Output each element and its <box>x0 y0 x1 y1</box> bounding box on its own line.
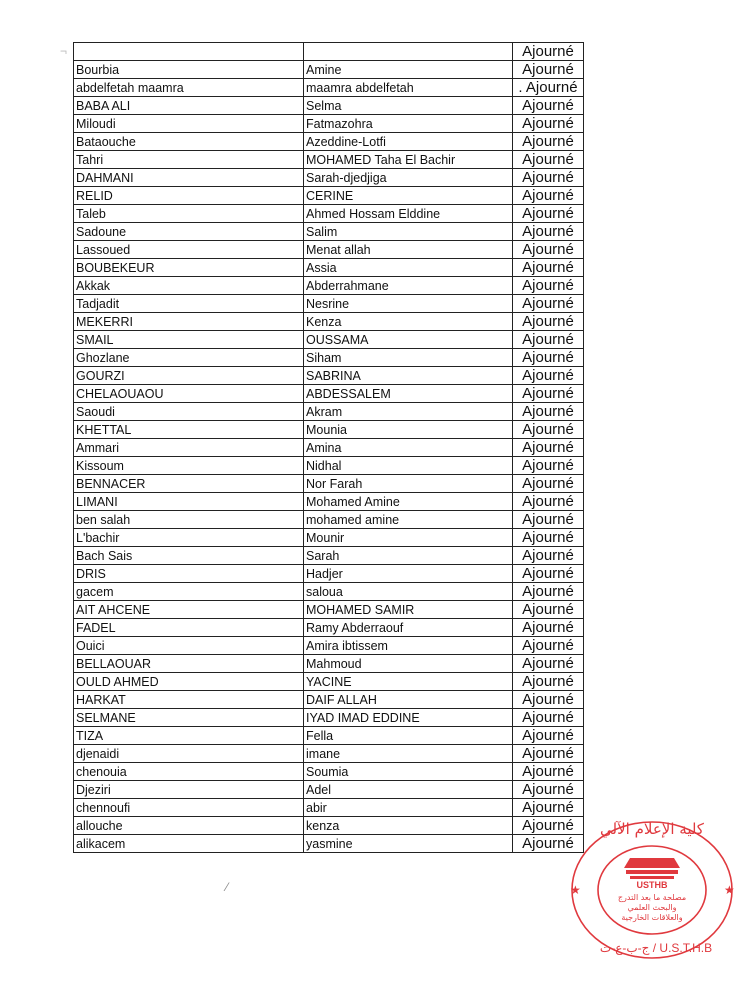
table-row <box>74 259 584 277</box>
last-name-cell: Ghozlane <box>74 349 304 367</box>
last-name-cell: TIZA <box>74 727 304 745</box>
table-row <box>74 79 584 97</box>
table-row <box>74 313 584 331</box>
decision-cell: Ajourné <box>513 691 584 709</box>
last-name-cell: BABA ALI <box>74 97 304 115</box>
decision-cell: Ajourné <box>513 547 584 565</box>
last-name-cell: abdelfetah maamra <box>74 79 304 97</box>
last-name-cell: Bataouche <box>74 133 304 151</box>
first-name-cell: Nor Farah <box>304 475 513 493</box>
first-name-cell <box>304 43 513 61</box>
decision-cell: Ajourné <box>513 205 584 223</box>
last-name-cell: Tadjadit <box>74 295 304 313</box>
table-row <box>74 835 584 853</box>
table-row <box>74 817 584 835</box>
last-name-cell: SMAIL <box>74 331 304 349</box>
last-name-cell: Sadoune <box>74 223 304 241</box>
first-name-cell: YACINE <box>304 673 513 691</box>
decision-cell: Ajourné <box>513 565 584 583</box>
table-row <box>74 781 584 799</box>
table-row <box>74 709 584 727</box>
last-name-cell: DRIS <box>74 565 304 583</box>
decision-cell: Ajourné <box>513 151 584 169</box>
table-row <box>74 133 584 151</box>
last-name-cell: RELID <box>74 187 304 205</box>
building-emblem-icon <box>624 858 680 868</box>
results-table <box>73 42 584 853</box>
star-icon: ★ <box>570 883 581 897</box>
table-row <box>74 151 584 169</box>
first-name-cell: Sarah <box>304 547 513 565</box>
table-row <box>74 457 584 475</box>
first-name-cell: Akram <box>304 403 513 421</box>
first-name-cell: Azeddine-Lotfi <box>304 133 513 151</box>
decision-cell: Ajourné <box>513 331 584 349</box>
table-row <box>74 61 584 79</box>
first-name-cell: OUSSAMA <box>304 331 513 349</box>
last-name-cell: Lassoued <box>74 241 304 259</box>
decision-cell: Ajourné <box>513 241 584 259</box>
last-name-cell: DAHMANI <box>74 169 304 187</box>
first-name-cell: Siham <box>304 349 513 367</box>
last-name-cell: BENNACER <box>74 475 304 493</box>
stamp-arabic-top: كلية الإعلام الآلي <box>600 820 704 838</box>
decision-cell: Ajourné <box>513 169 584 187</box>
last-name-cell: LIMANI <box>74 493 304 511</box>
last-name-cell: KHETTAL <box>74 421 304 439</box>
decision-cell: Ajourné <box>513 313 584 331</box>
first-name-cell: CERINE <box>304 187 513 205</box>
results-sheet <box>73 42 584 853</box>
last-name-cell <box>74 43 304 61</box>
last-name-cell: AIT AHCENE <box>74 601 304 619</box>
table-row <box>74 349 584 367</box>
table-row <box>74 655 584 673</box>
decision-cell: Ajourné <box>513 817 584 835</box>
table-row <box>74 97 584 115</box>
last-name-cell: Bach Sais <box>74 547 304 565</box>
first-name-cell: Fella <box>304 727 513 745</box>
table-row <box>74 331 584 349</box>
last-name-cell: BOUBEKEUR <box>74 259 304 277</box>
first-name-cell: Ahmed Hossam Elddine <box>304 205 513 223</box>
results-table-body <box>74 43 584 853</box>
last-name-cell: Miloudi <box>74 115 304 133</box>
decision-cell: Ajourné <box>513 763 584 781</box>
table-row <box>74 691 584 709</box>
table-row <box>74 43 584 61</box>
first-name-cell: Soumia <box>304 763 513 781</box>
table-row <box>74 745 584 763</box>
last-name-cell: L'bachir <box>74 529 304 547</box>
table-row <box>74 187 584 205</box>
decision-cell: Ajourné <box>513 61 584 79</box>
decision-cell: Ajourné <box>513 295 584 313</box>
stamp-center-code: USTHB <box>636 880 668 890</box>
first-name-cell: Mohamed Amine <box>304 493 513 511</box>
first-name-cell: Amina <box>304 439 513 457</box>
first-name-cell: kenza <box>304 817 513 835</box>
decision-cell: Ajourné <box>513 223 584 241</box>
table-row <box>74 295 584 313</box>
last-name-cell: ben salah <box>74 511 304 529</box>
first-name-cell: Salim <box>304 223 513 241</box>
scan-mark: ⁄ <box>226 880 229 894</box>
last-name-cell: FADEL <box>74 619 304 637</box>
official-stamp <box>560 812 740 962</box>
decision-cell: Ajourné <box>513 781 584 799</box>
decision-cell: Ajourné <box>513 277 584 295</box>
table-row <box>74 601 584 619</box>
stamp-bottom-text: ج-ب-ع-ت / U.S.T.H.B <box>599 941 713 955</box>
decision-cell: Ajourné <box>513 457 584 475</box>
first-name-cell: Amira ibtissem <box>304 637 513 655</box>
decision-cell: Ajourné <box>513 367 584 385</box>
first-name-cell: abir <box>304 799 513 817</box>
decision-cell: Ajourné <box>513 673 584 691</box>
decision-cell: Ajourné <box>513 799 584 817</box>
table-row <box>74 223 584 241</box>
table-row <box>74 385 584 403</box>
table-row <box>74 673 584 691</box>
first-name-cell: ABDESSALEM <box>304 385 513 403</box>
decision-cell: Ajourné <box>513 835 584 853</box>
decision-cell: Ajourné <box>513 133 584 151</box>
table-row <box>74 277 584 295</box>
last-name-cell: Ammari <box>74 439 304 457</box>
table-row <box>74 799 584 817</box>
table-row <box>74 637 584 655</box>
table-row <box>74 565 584 583</box>
first-name-cell: MOHAMED Taha El Bachir <box>304 151 513 169</box>
first-name-cell: Nesrine <box>304 295 513 313</box>
decision-cell: Ajourné <box>513 493 584 511</box>
decision-cell: Ajourné <box>513 43 584 61</box>
first-name-cell: IYAD IMAD EDDINE <box>304 709 513 727</box>
table-row <box>74 511 584 529</box>
last-name-cell: djenaidi <box>74 745 304 763</box>
decision-cell: Ajourné <box>513 421 584 439</box>
table-row <box>74 493 584 511</box>
first-name-cell: SABRINA <box>304 367 513 385</box>
table-row <box>74 619 584 637</box>
table-row <box>74 529 584 547</box>
last-name-cell: GOURZI <box>74 367 304 385</box>
stamp-arabic-line-3: والعلاقات الخارجية <box>621 913 683 922</box>
last-name-cell: MEKERRI <box>74 313 304 331</box>
decision-cell: Ajourné <box>513 727 584 745</box>
table-row <box>74 475 584 493</box>
decision-cell: Ajourné <box>513 349 584 367</box>
last-name-cell: gacem <box>74 583 304 601</box>
first-name-cell: Hadjer <box>304 565 513 583</box>
decision-cell: Ajourné <box>513 187 584 205</box>
last-name-cell: allouche <box>74 817 304 835</box>
first-name-cell: Selma <box>304 97 513 115</box>
table-row <box>74 439 584 457</box>
last-name-cell: HARKAT <box>74 691 304 709</box>
decision-cell: Ajourné <box>513 709 584 727</box>
first-name-cell: Kenza <box>304 313 513 331</box>
decision-cell: Ajourné <box>513 385 584 403</box>
decision-cell: Ajourné <box>513 439 584 457</box>
first-name-cell: saloua <box>304 583 513 601</box>
table-row <box>74 115 584 133</box>
first-name-cell: Mounia <box>304 421 513 439</box>
table-row <box>74 421 584 439</box>
first-name-cell: Adel <box>304 781 513 799</box>
first-name-cell: imane <box>304 745 513 763</box>
last-name-cell: Saoudi <box>74 403 304 421</box>
last-name-cell: chennoufi <box>74 799 304 817</box>
last-name-cell: Bourbia <box>74 61 304 79</box>
last-name-cell: Ouici <box>74 637 304 655</box>
decision-cell: Ajourné <box>513 583 584 601</box>
last-name-cell: OULD AHMED <box>74 673 304 691</box>
first-name-cell: Amine <box>304 61 513 79</box>
first-name-cell: Assia <box>304 259 513 277</box>
stamp-arabic-line-1: مصلحة ما بعد التدرج <box>617 893 687 902</box>
decision-cell: Ajourné <box>513 97 584 115</box>
table-row <box>74 583 584 601</box>
decision-cell: Ajourné <box>513 511 584 529</box>
decision-cell: Ajourné <box>513 529 584 547</box>
last-name-cell: CHELAOUAOU <box>74 385 304 403</box>
last-name-cell: Djeziri <box>74 781 304 799</box>
first-name-cell: Sarah-djedjiga <box>304 169 513 187</box>
table-row <box>74 763 584 781</box>
table-row <box>74 727 584 745</box>
first-name-cell: Mahmoud <box>304 655 513 673</box>
decision-cell: Ajourné <box>513 403 584 421</box>
last-name-cell: BELLAOUAR <box>74 655 304 673</box>
first-name-cell: yasmine <box>304 835 513 853</box>
decision-cell: Ajourné <box>513 655 584 673</box>
decision-cell: Ajourné <box>513 115 584 133</box>
first-name-cell: maamra abdelfetah <box>304 79 513 97</box>
table-row <box>74 205 584 223</box>
decision-cell: Ajourné <box>513 259 584 277</box>
first-name-cell: Menat allah <box>304 241 513 259</box>
first-name-cell: Fatmazohra <box>304 115 513 133</box>
star-icon: ★ <box>724 883 735 897</box>
table-row <box>74 403 584 421</box>
decision-cell: Ajourné <box>513 619 584 637</box>
last-name-cell: Kissoum <box>74 457 304 475</box>
first-name-cell: Nidhal <box>304 457 513 475</box>
first-name-cell: Abderrahmane <box>304 277 513 295</box>
scan-mark: ¬ <box>60 44 68 58</box>
table-row <box>74 547 584 565</box>
decision-cell: . Ajourné <box>513 79 584 97</box>
last-name-cell: Taleb <box>74 205 304 223</box>
first-name-cell: Ramy Abderraouf <box>304 619 513 637</box>
last-name-cell: Akkak <box>74 277 304 295</box>
first-name-cell: mohamed amine <box>304 511 513 529</box>
table-row <box>74 241 584 259</box>
decision-cell: Ajourné <box>513 601 584 619</box>
table-row <box>74 169 584 187</box>
last-name-cell: Tahri <box>74 151 304 169</box>
table-row <box>74 367 584 385</box>
decision-cell: Ajourné <box>513 637 584 655</box>
last-name-cell: SELMANE <box>74 709 304 727</box>
last-name-cell: alikacem <box>74 835 304 853</box>
first-name-cell: MOHAMED SAMIR <box>304 601 513 619</box>
first-name-cell: DAIF ALLAH <box>304 691 513 709</box>
decision-cell: Ajourné <box>513 475 584 493</box>
decision-cell: Ajourné <box>513 745 584 763</box>
last-name-cell: chenouia <box>74 763 304 781</box>
stamp-arabic-line-2: والبحث العلمي <box>627 903 677 912</box>
first-name-cell: Mounir <box>304 529 513 547</box>
